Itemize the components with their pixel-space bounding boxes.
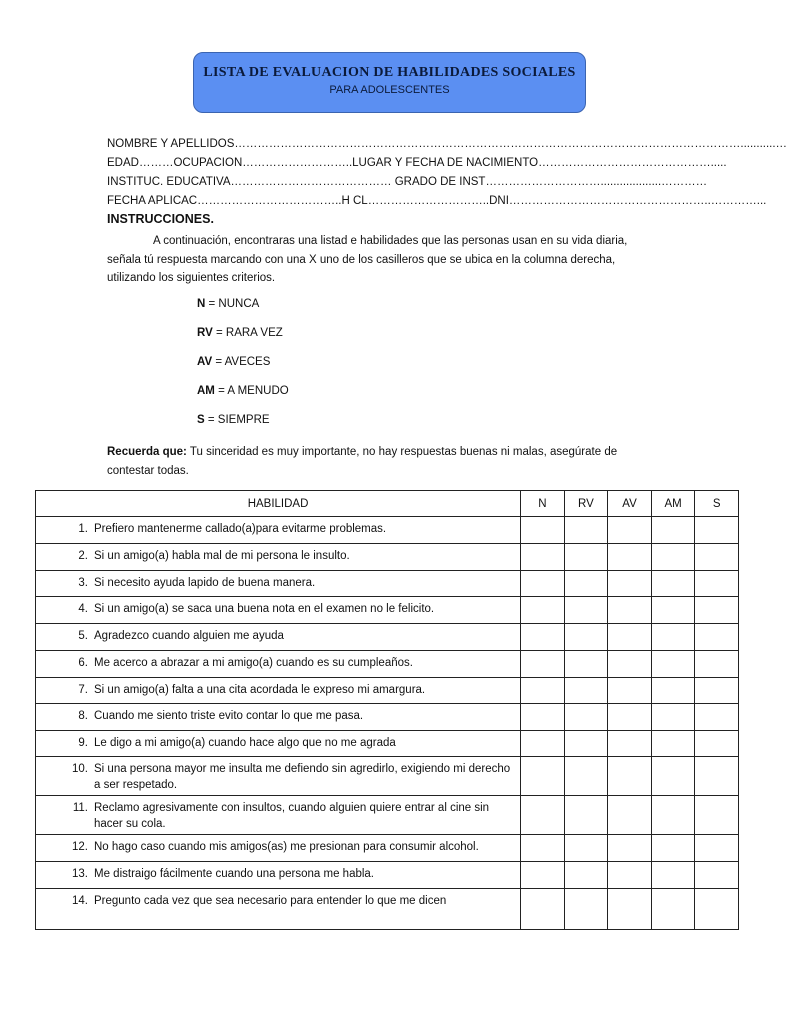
answer-box-s[interactable] [695,544,739,571]
instructions-heading: INSTRUCCIONES. [107,212,214,226]
habilidad-cell [36,544,521,571]
field-application-date: FECHA APLICAC………………………………..H CL…………………………..DNI……………………………………………..…………... [107,195,767,207]
item-text: Si un amigo(a) habla mal de mi persona le insulto. [94,550,350,562]
answer-box-n[interactable] [521,544,565,571]
answer-box-av[interactable] [608,889,652,930]
answer-box-s[interactable] [695,597,739,624]
item-number: 1. [78,523,88,535]
answer-box-n[interactable] [521,678,565,704]
answer-box-rv[interactable] [564,862,608,889]
answer-box-s[interactable] [695,571,739,597]
answer-box-av[interactable] [608,517,652,544]
answer-box-rv[interactable] [564,731,608,757]
answer-box-am[interactable] [651,544,695,571]
item-text: Si un amigo(a) se saca una buena nota en el examen no le felicito. [94,603,435,615]
reminder-note: Recuerda que: Tu sinceridad es muy importante, no hay respuestas buenas ni malas, asegúrate de contestar todas. [107,446,618,477]
item-number: 2. [78,550,88,562]
answer-box-s[interactable] [695,889,739,930]
answer-box-s[interactable] [695,796,739,835]
item-text: Me acerco a abrazar a mi amigo(a) cuando es su cumpleaños. [94,657,413,669]
answer-box-am[interactable] [651,704,695,731]
answer-box-rv[interactable] [564,544,608,571]
item-number: 3. [78,577,88,589]
answer-box-n[interactable] [521,731,565,757]
answer-box-am[interactable] [651,624,695,651]
criteria-item: S = SIEMPRE [197,414,270,426]
habilidad-cell [36,624,521,651]
habilidad-cell [36,571,521,597]
answer-box-n[interactable] [521,517,565,544]
table-row [36,678,739,704]
habilidad-cell [36,862,521,889]
habilidad-cell [36,835,521,862]
answer-box-rv[interactable] [564,678,608,704]
answer-box-am[interactable] [651,651,695,678]
answer-box-s[interactable] [695,862,739,889]
table-row [36,597,739,624]
header-habilidad: HABILIDAD [36,491,521,517]
table-header-row [36,491,739,517]
table-row [36,651,739,678]
answer-box-s[interactable] [695,731,739,757]
item-number: 11. [72,802,88,814]
document-title: LISTA DE EVALUACION DE HABILIDADES SOCIALES [203,65,576,80]
habilidad-cell [36,731,521,757]
habilidad-cell [36,796,521,835]
answer-box-n[interactable] [521,757,565,796]
habilidad-cell [36,597,521,624]
answer-box-rv[interactable] [564,624,608,651]
table-row [36,517,739,544]
answer-box-rv[interactable] [564,757,608,796]
item-number: 14. [72,895,88,907]
document-subtitle: PARA ADOLESCENTES [329,84,450,96]
habilidad-cell [36,517,521,544]
answer-box-n[interactable] [521,862,565,889]
table-row [36,704,739,731]
item-text: Reclamo agresivamente con insultos, cuando alguien quiere entrar al cine sin hacer su cola. [94,802,490,830]
item-number: 12. [72,841,88,853]
answer-box-am[interactable] [651,517,695,544]
table-row [36,835,739,862]
answer-box-am[interactable] [651,731,695,757]
field-name: NOMBRE Y APELLIDOS……………………………………………………………………………………………………………………...........… [107,138,787,150]
answer-box-n[interactable] [521,796,565,835]
answer-box-n[interactable] [521,651,565,678]
answer-box-am[interactable] [651,757,695,796]
answer-box-rv[interactable] [564,889,608,930]
answer-box-av[interactable] [608,862,652,889]
item-number: 7. [78,684,88,696]
answer-box-n[interactable] [521,597,565,624]
item-text: Cuando me siento triste evito contar lo que me pasa. [94,710,364,722]
answer-box-am[interactable] [651,889,695,930]
item-text: Si un amigo(a) falta a una cita acordada le expreso mi amargura. [94,684,426,696]
table-row [36,624,739,651]
item-text: Agradezco cuando alguien me ayuda [94,630,284,642]
habilidad-cell [36,757,521,796]
answer-box-rv[interactable] [564,517,608,544]
answer-box-n[interactable] [521,704,565,731]
answer-box-am[interactable] [651,835,695,862]
answer-box-av[interactable] [608,597,652,624]
answer-box-s[interactable] [695,651,739,678]
answer-box-av[interactable] [608,796,652,835]
answer-box-n[interactable] [521,571,565,597]
field-age-occupation: EDAD………OCUPACION………………………..LUGAR Y FECHA DE NACIMIENTO………………………………………..... [107,157,727,169]
criteria-item: AV = AVECES [197,356,271,368]
answer-box-s[interactable] [695,624,739,651]
table-row [36,889,739,930]
item-text: No hago caso cuando mis amigos(as) me presionan para consumir alcohol. [94,841,479,853]
criteria-item: N = NUNCA [197,298,260,310]
table-row [36,544,739,571]
answer-box-am[interactable] [651,678,695,704]
answer-box-rv[interactable] [564,597,608,624]
table-row [36,731,739,757]
header-rv: RV [564,491,608,517]
answer-box-am[interactable] [651,571,695,597]
item-text: Si una persona mayor me insulta me defiendo sin agredirlo, exigiendo mi derecho a ser respetado. [94,763,511,791]
answer-box-s[interactable] [695,757,739,796]
item-number: 4. [78,603,88,615]
answer-box-s[interactable] [695,704,739,731]
item-text: Pregunto cada vez que sea necesario para entender lo que me dicen [94,895,447,907]
answer-box-rv[interactable] [564,704,608,731]
answer-box-av[interactable] [608,651,652,678]
header-av: AV [608,491,652,517]
skills-table [35,490,739,930]
habilidad-cell [36,889,521,930]
item-text: Prefiero mantenerme callado(a)para evitarme problemas. [94,523,387,535]
header-n: N [521,491,565,517]
item-number: 6. [78,657,88,669]
criteria-item: AM = A MENUDO [197,385,289,397]
answer-box-av[interactable] [608,731,652,757]
title-box [193,52,586,113]
item-text: Me distraigo fácilmente cuando una persona me habla. [94,868,375,880]
answer-box-rv[interactable] [564,796,608,835]
answer-box-av[interactable] [608,835,652,862]
item-text: Le digo a mi amigo(a) cuando hace algo que no me agrada [94,737,396,749]
item-number: 8. [78,710,88,722]
item-number: 9. [78,737,88,749]
answer-box-av[interactable] [608,757,652,796]
answer-box-rv[interactable] [564,835,608,862]
table-row [36,862,739,889]
header-s: S [695,491,739,517]
habilidad-cell [36,704,521,731]
field-institution: INSTITUC. EDUCATIVA…………………………………… GRADO DE INST…………………………...................………… [107,176,708,188]
answer-box-av[interactable] [608,678,652,704]
answer-box-s[interactable] [695,517,739,544]
item-number: 10. [72,763,88,775]
answer-box-n[interactable] [521,624,565,651]
answer-box-am[interactable] [651,597,695,624]
table-row [36,757,739,796]
habilidad-cell [36,678,521,704]
instructions-text: A continuación, encontraras una listad e habilidades que las personas usan en su vida diaria, señala tú respuesta marcando con una X uno de los casilleros que se ubica en la columna derecha, utilizando los siguientes criterios. [107,235,628,284]
answer-box-s[interactable] [695,678,739,704]
header-am: AM [651,491,695,517]
answer-box-av[interactable] [608,624,652,651]
answer-box-av[interactable] [608,704,652,731]
table-row [36,571,739,597]
criteria-item: RV = RARA VEZ [197,327,283,339]
habilidad-cell [36,651,521,678]
answer-box-s[interactable] [695,835,739,862]
answer-box-am[interactable] [651,796,695,835]
item-number: 5. [78,630,88,642]
answer-box-rv[interactable] [564,571,608,597]
answer-box-n[interactable] [521,835,565,862]
answer-box-av[interactable] [608,571,652,597]
table-row [36,796,739,835]
answer-box-am[interactable] [651,862,695,889]
answer-box-n[interactable] [521,889,565,930]
answer-box-av[interactable] [608,544,652,571]
answer-box-rv[interactable] [564,651,608,678]
item-number: 13. [72,868,88,880]
item-text: Si necesito ayuda lapido de buena manera. [94,577,316,589]
